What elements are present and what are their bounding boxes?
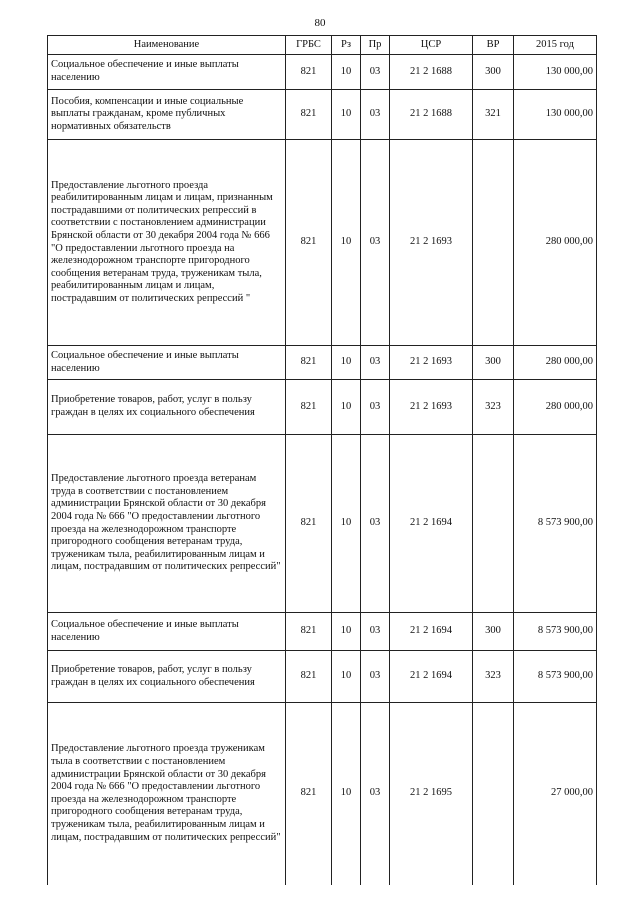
row-amount: 130 000,00 — [514, 90, 597, 140]
row-pr: 03 — [361, 435, 390, 613]
table-row — [48, 613, 597, 651]
row-rz: 10 — [332, 346, 361, 380]
row-name: Предоставление льготного проезда ветеранам труда в соответствии с постановлением администрации Брянской области от 30 декабря 2004 года № 666 "О предоставлении льготного проезда на железнодорожном транспорте пригородного сообщения ветеранам труда, труженикам тыла, реабилитированным лицам и лицам, пострадавшим от политических репрессий" — [48, 435, 286, 613]
table-row — [48, 140, 597, 346]
row-pr: 03 — [361, 703, 390, 885]
header-rz: Рз — [332, 36, 361, 55]
row-vr — [473, 140, 514, 346]
header-vr: ВР — [473, 36, 514, 55]
row-csr: 21 2 1693 — [390, 140, 473, 346]
header-csr: ЦСР — [390, 36, 473, 55]
row-grbs: 821 — [286, 703, 332, 885]
header-name: Наименование — [48, 36, 286, 55]
row-name: Приобретение товаров, работ, услуг в пользу граждан в целях их социального обеспечения — [48, 380, 286, 435]
row-grbs: 821 — [286, 613, 332, 651]
row-grbs: 821 — [286, 651, 332, 703]
row-rz: 10 — [332, 613, 361, 651]
row-pr: 03 — [361, 346, 390, 380]
row-rz: 10 — [332, 703, 361, 885]
table-header-row — [48, 36, 597, 55]
row-grbs: 821 — [286, 380, 332, 435]
row-csr: 21 2 1694 — [390, 613, 473, 651]
row-amount: 8 573 900,00 — [514, 613, 597, 651]
table-row — [48, 703, 597, 885]
row-amount: 280 000,00 — [514, 346, 597, 380]
row-vr: 323 — [473, 651, 514, 703]
row-csr: 21 2 1688 — [390, 55, 473, 90]
row-amount: 27 000,00 — [514, 703, 597, 885]
row-vr: 300 — [473, 613, 514, 651]
row-csr: 21 2 1694 — [390, 651, 473, 703]
row-grbs: 821 — [286, 90, 332, 140]
row-pr: 03 — [361, 613, 390, 651]
row-pr: 03 — [361, 90, 390, 140]
row-csr: 21 2 1693 — [390, 380, 473, 435]
table-row — [48, 346, 597, 380]
row-vr — [473, 435, 514, 613]
table-row — [48, 55, 597, 90]
row-name: Предоставление льготного проезда реабилитированным лицам и лицам, признанным пострадавшими от политических репрессий в соответствии с постановлением администрации Брянской области от 30 декабря 2004 года № 666 "О предоставлении льготного проезда на железнодорожном транспорте пригородного сообщения ветеранам труда, труженикам тыла, реабилитированным лицам и лицам, пострадавшим от политических репрессий " — [48, 140, 286, 346]
row-grbs: 821 — [286, 346, 332, 380]
row-rz: 10 — [332, 435, 361, 613]
row-pr: 03 — [361, 140, 390, 346]
row-name: Социальное обеспечение и иные выплаты населению — [48, 346, 286, 380]
row-rz: 10 — [332, 140, 361, 346]
row-name: Предоставление льготного проезда труженикам тыла в соответствии с постановлением администрации Брянской области от 30 декабря 2004 года № 666 "О предоставлении льготного проезда на железнодорожном транспорте пригородного сообщения ветеранам труда, труженикам тыла, реабилитированным лицам и лицам, пострадавшим от политических репрессий" — [48, 703, 286, 885]
row-csr: 21 2 1695 — [390, 703, 473, 885]
row-vr — [473, 703, 514, 885]
budget-table — [47, 35, 597, 885]
page-number: 80 — [314, 17, 326, 29]
header-pr: Пр — [361, 36, 390, 55]
row-name: Социальное обеспечение и иные выплаты населению — [48, 613, 286, 651]
header-year: 2015 год — [514, 36, 597, 55]
row-pr: 03 — [361, 651, 390, 703]
row-amount: 280 000,00 — [514, 140, 597, 346]
row-vr: 300 — [473, 55, 514, 90]
row-rz: 10 — [332, 90, 361, 140]
row-csr: 21 2 1693 — [390, 346, 473, 380]
row-vr: 321 — [473, 90, 514, 140]
table-row — [48, 90, 597, 140]
row-amount: 130 000,00 — [514, 55, 597, 90]
header-grbs: ГРБС — [286, 36, 332, 55]
row-csr: 21 2 1694 — [390, 435, 473, 613]
row-grbs: 821 — [286, 435, 332, 613]
row-name: Социальное обеспечение и иные выплаты населению — [48, 55, 286, 90]
row-amount: 8 573 900,00 — [514, 651, 597, 703]
row-pr: 03 — [361, 380, 390, 435]
row-grbs: 821 — [286, 140, 332, 346]
row-name: Пособия, компенсации и иные социальные выплаты гражданам, кроме публичных нормативных обязательств — [48, 90, 286, 140]
table-row — [48, 380, 597, 435]
row-rz: 10 — [332, 380, 361, 435]
row-rz: 10 — [332, 55, 361, 90]
row-vr: 323 — [473, 380, 514, 435]
row-amount: 280 000,00 — [514, 380, 597, 435]
row-vr: 300 — [473, 346, 514, 380]
table-row — [48, 435, 597, 613]
row-amount: 8 573 900,00 — [514, 435, 597, 613]
row-pr: 03 — [361, 55, 390, 90]
table-row — [48, 651, 597, 703]
row-rz: 10 — [332, 651, 361, 703]
row-grbs: 821 — [286, 55, 332, 90]
row-csr: 21 2 1688 — [390, 90, 473, 140]
row-name: Приобретение товаров, работ, услуг в пользу граждан в целях их социального обеспечения — [48, 651, 286, 703]
